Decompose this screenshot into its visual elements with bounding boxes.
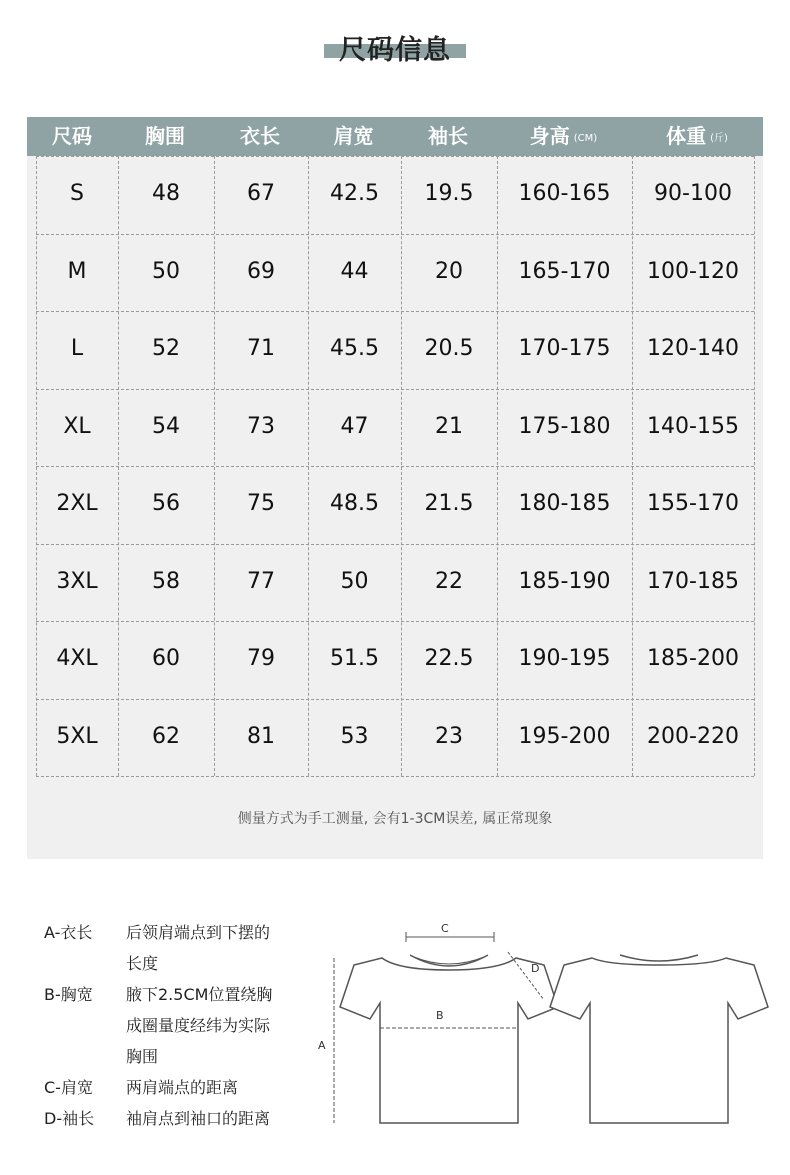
column-header — [307, 117, 400, 156]
table-cell: 140-155 — [647, 414, 739, 439]
row-divider — [36, 234, 754, 235]
row-divider — [36, 699, 754, 700]
table-cell: 47 — [340, 414, 369, 439]
legend-description: 袖肩点到袖口的距离 — [126, 1109, 271, 1128]
table-cell: 120-140 — [647, 336, 739, 361]
tshirt-back-icon — [550, 958, 768, 1123]
table-header — [27, 117, 763, 156]
table-cell: 200-220 — [647, 724, 739, 749]
legend-description: 成圈量度经纬为实际 — [126, 1016, 271, 1035]
table-cell: 23 — [435, 724, 463, 749]
column-header-label: 胸围 — [145, 124, 185, 148]
table-cell: 62 — [152, 724, 180, 749]
column-divider — [754, 156, 755, 776]
table-cell: 2XL — [56, 491, 98, 516]
size-table-panel — [27, 117, 763, 859]
row-divider — [36, 466, 754, 467]
table-cell: 175-180 — [518, 414, 611, 439]
table-cell: L — [70, 336, 84, 361]
column-header-label: 身高 — [529, 124, 570, 148]
size-table-grid — [36, 156, 763, 894]
table-cell: 20.5 — [424, 336, 474, 361]
legend-key: A-衣长 — [44, 923, 93, 942]
column-header-unit: (CM) — [573, 133, 598, 144]
legend-description: 腋下2.5CM位置绕胸 — [126, 985, 273, 1004]
table-cell: 195-200 — [518, 724, 611, 749]
legend-key: D-袖长 — [44, 1109, 95, 1128]
table-cell: 77 — [247, 569, 275, 594]
table-cell: 52 — [152, 336, 180, 361]
title-section — [0, 28, 790, 78]
row-divider — [36, 311, 754, 312]
table-cell: 73 — [247, 414, 275, 439]
legend-description: 长度 — [126, 954, 159, 973]
row-divider — [36, 544, 754, 545]
table-cell: 45.5 — [330, 336, 379, 361]
table-cell: 79 — [247, 646, 275, 671]
table-cell: 19.5 — [424, 181, 474, 206]
table-cell: 180-185 — [518, 491, 611, 516]
label-b: B — [436, 1009, 444, 1022]
row-divider — [36, 389, 754, 390]
table-cell: 4XL — [56, 646, 98, 671]
column-header — [400, 117, 496, 156]
table-cell: 21.5 — [424, 491, 474, 516]
legend-key: C-肩宽 — [44, 1078, 93, 1097]
table-cell: 20 — [435, 259, 463, 284]
table-cell: 50 — [152, 259, 180, 284]
table-cell: 22.5 — [424, 646, 474, 671]
row-divider — [36, 776, 754, 777]
table-cell: 90-100 — [654, 181, 732, 206]
table-cell: 75 — [247, 491, 275, 516]
table-cell: 81 — [247, 724, 275, 749]
column-header-label: 体重 — [666, 124, 707, 148]
row-divider — [36, 156, 754, 157]
legend-description: 两肩端点的距离 — [126, 1078, 239, 1097]
table-cell: 155-170 — [647, 491, 739, 516]
table-cell: 53 — [340, 724, 369, 749]
page-title: 尺码信息 — [339, 35, 451, 66]
table-cell: 42.5 — [330, 181, 379, 206]
column-header — [27, 117, 117, 156]
column-header — [117, 117, 213, 156]
column-header-label: 袖长 — [428, 124, 468, 148]
table-cell: 48.5 — [330, 491, 379, 516]
tshirt-front-icon — [340, 958, 558, 1123]
table-cell: 58 — [152, 569, 180, 594]
legend-description: 后领肩端点到下摆的 — [126, 923, 271, 942]
row-divider — [36, 621, 754, 622]
column-header-label: 衣长 — [240, 124, 280, 148]
table-cell: 54 — [152, 414, 180, 439]
table-cell: 170-185 — [647, 569, 739, 594]
label-a: A — [318, 1039, 326, 1052]
table-cell: 60 — [152, 646, 180, 671]
table-cell: 44 — [340, 259, 369, 284]
label-c: C — [441, 922, 449, 935]
table-cell: 190-195 — [518, 646, 611, 671]
legend-key: B-胸宽 — [44, 985, 93, 1004]
table-cell: S — [70, 181, 84, 206]
column-header — [213, 117, 307, 156]
table-cell: 51.5 — [330, 646, 379, 671]
table-cell: 21 — [435, 414, 463, 439]
table-cell: 5XL — [56, 724, 98, 749]
table-cell: 22 — [435, 569, 463, 594]
column-header-label: 尺码 — [52, 124, 92, 148]
column-header-unit: (斤) — [710, 133, 728, 144]
legend-description: 胸围 — [126, 1047, 159, 1066]
column-header-label: 肩宽 — [333, 124, 374, 148]
table-cell: 170-175 — [518, 336, 611, 361]
table-cell: 56 — [152, 491, 180, 516]
table-cell: 71 — [247, 336, 275, 361]
column-header — [496, 117, 631, 156]
table-cell: 160-165 — [518, 181, 611, 206]
table-cell: 100-120 — [647, 259, 739, 284]
tshirt-diagram — [310, 915, 770, 1135]
table-cell: 3XL — [56, 569, 98, 594]
table-cell: 50 — [340, 569, 369, 594]
table-cell: XL — [63, 414, 91, 439]
label-d: D — [531, 962, 540, 975]
table-cell: 185-200 — [647, 646, 739, 671]
table-cell: 69 — [247, 259, 275, 284]
column-header — [631, 117, 763, 156]
table-cell: 185-190 — [518, 569, 611, 594]
table-cell: M — [67, 259, 87, 284]
table-cell: 48 — [152, 181, 180, 206]
table-cell: 165-170 — [518, 259, 611, 284]
table-cell: 67 — [247, 181, 275, 206]
measurement-note: 侧量方式为手工测量, 会有1-3CM误差, 属正常现象 — [237, 811, 553, 827]
